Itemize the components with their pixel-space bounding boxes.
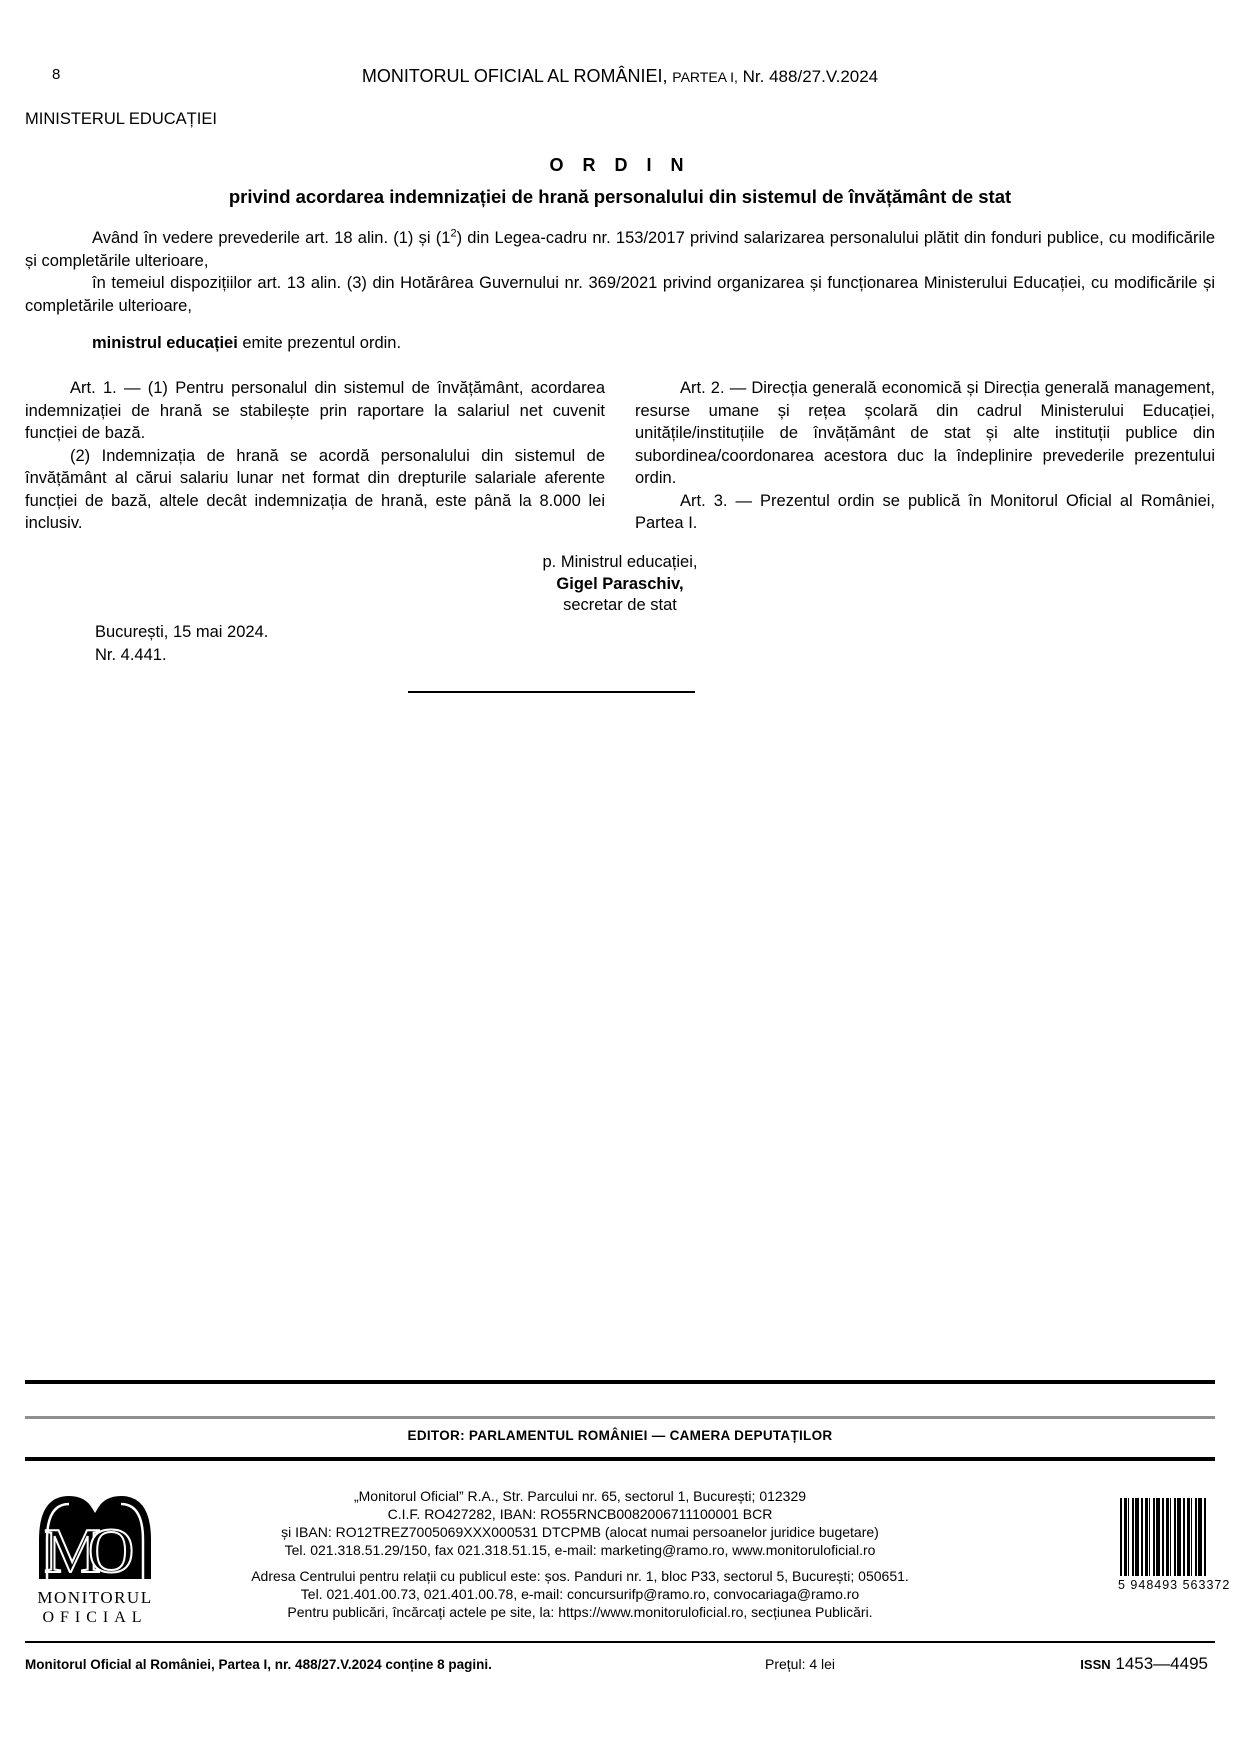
logo-word-monitorul: MONITORUL [37,1588,153,1607]
publisher-line-3: și IBAN: RO12TREZ7005069XXX000531 DTCPMB (alocat numai persoanelor juridice bugetare) [281,1524,879,1540]
right-column [635,377,1215,535]
article-2-paragraph: Art. 2. — Direcția generală economică și Direcția generală management, resurse umane și rețea școlară din cadrul Ministerului Educației, unitățile/instituțiile de învățământ de stat și alte instituții publice din subordinea/coordonarea acestora duc la îndeplinire prevederile prezentului ordin. [635,379,1215,487]
barcode-number: 5 948493 563372 [1118,1578,1231,1592]
publisher-line-1: „Monitorul Oficial” R.A., Str. Parcului nr. 65, sectorul 1, București; 012329 [353,1488,807,1504]
logo-word-oficial: OFICIAL [42,1609,148,1626]
monitorul-oficial-logo [20,1486,170,1627]
publisher-line-4: Tel. 021.318.51.29/150, fax 021.318.51.15, e-mail: marketing@ramo.ro, www.monitoruloficial.ro [284,1542,876,1558]
footer-rule-mid [25,1457,1215,1461]
barcode [1118,1498,1231,1592]
enacting-text: emite prezentul ordin. [237,334,402,352]
separator-rule [408,691,695,693]
issn-value: 1453—4495 [1115,1654,1208,1673]
signature-block [420,552,820,617]
issn-label: ISSN [1080,1657,1111,1672]
signature-role: p. Ministrul educației, [542,553,698,571]
logo-monogram-o: O [88,1515,135,1579]
issuing-authority: MINISTERUL EDUCAȚIEI [25,110,217,128]
preamble-paragraph-2: în temeiul dispozițiilor art. 13 alin. (3) din Hotărârea Guvernului nr. 369/2021 privind organizarea și funcționarea Ministerului Educației, cu modificările și completările ulterioare, [25,274,1215,315]
footer-rule-bottom [25,1641,1215,1643]
preamble-1-text-cont: ) din Legea-cadru nr. 153/2017 privind salarizarea personalului plătit din fonduri publice, cu modificările și completările ulterioare, [25,229,1215,270]
mo-emblem-icon [39,1486,151,1579]
journal-title: MONITORUL OFICIAL AL ROMÂNIEI, [361,66,668,86]
journal-part: PARTEA I, [672,69,738,85]
public-relations-line-3: Pentru publicări, încărcați actele pe site, la: https://www.monitoruloficial.ro, secțiunea Publicări. [287,1604,873,1620]
article-columns [25,377,1215,535]
public-relations-line-1: Adresa Centrului pentru relații cu publicul este: șos. Panduri nr. 1, bloc P33, sectorul 5, București; 050651. [251,1568,909,1584]
journal-issue-number: Nr. 488/27.V.2024 [742,67,879,86]
enacting-clause [25,332,1215,355]
price-label: Prețul: 4 lei [765,1656,836,1672]
logo-monogram-m: M [44,1515,101,1579]
article-1-paragraph-1: Art. 1. — (1) Pentru personalul din sistemul de învățământ, acordarea indemnizației de hrană se stabilește prin raportare la salariul net cuvenit funcției de bază. [25,379,605,442]
issue-number: Nr. 4.441. [95,645,167,664]
superscript-2: 2 [450,227,457,240]
public-relations-block [170,1567,990,1621]
signature-name: Gigel Paraschiv, [556,574,684,593]
editor-line: EDITOR: PARLAMENTUL ROMÂNIEI — CAMERA DEPUTAȚILOR [407,1428,833,1443]
order-subtitle: privind acordarea indemnizației de hrană personalului din sistemul de învățământ de stat [228,186,1012,207]
issue-place-date: București, 15 mai 2024. [95,623,269,641]
left-column [25,377,605,535]
footer-rule-gray [25,1416,1215,1419]
page-number: 8 [52,66,61,83]
journal-header [0,66,1240,87]
publisher-info [170,1487,990,1629]
signature-title: secretar de stat [563,596,677,614]
public-relations-line-2: Tel. 021.401.00.73, 021.401.00.78, e-mail: concursurifp@ramo.ro, convocariaga@ramo.ro [300,1586,860,1602]
preamble-1-text: Având în vedere prevederile art. 18 alin. (1) și (1 [92,229,451,247]
publisher-address-block [170,1487,990,1559]
order-title: O R D I N [549,155,691,175]
issuance-block [95,621,268,666]
article-3-paragraph: Art. 3. — Prezentul ordin se publică în Monitorul Oficial al României, Partea I. [635,491,1215,532]
publisher-line-2: C.I.F. RO427282, IBAN: RO55RNCB0082006711100001 BCR [387,1506,773,1522]
enacting-authority: ministrul educației [92,334,238,352]
footer-rule-top [25,1380,1215,1384]
issue-summary: Monitorul Oficial al României, Partea I, nr. 488/27.V.2024 conține 8 pagini. [25,1657,492,1672]
preamble-paragraph-1 [25,227,1215,272]
article-1-paragraph-2: (2) Indemnizația de hrană se acordă personalului din sistemul de învățământ al cărui salariu lunar net format din drepturile salariale aferente funcției de bază, altele decât indemnizația de hrană, este până la 8.000 lei inclusiv. [25,446,605,532]
barcode-icon [1120,1498,1208,1576]
issn [1080,1654,1208,1674]
preamble [25,227,1215,317]
